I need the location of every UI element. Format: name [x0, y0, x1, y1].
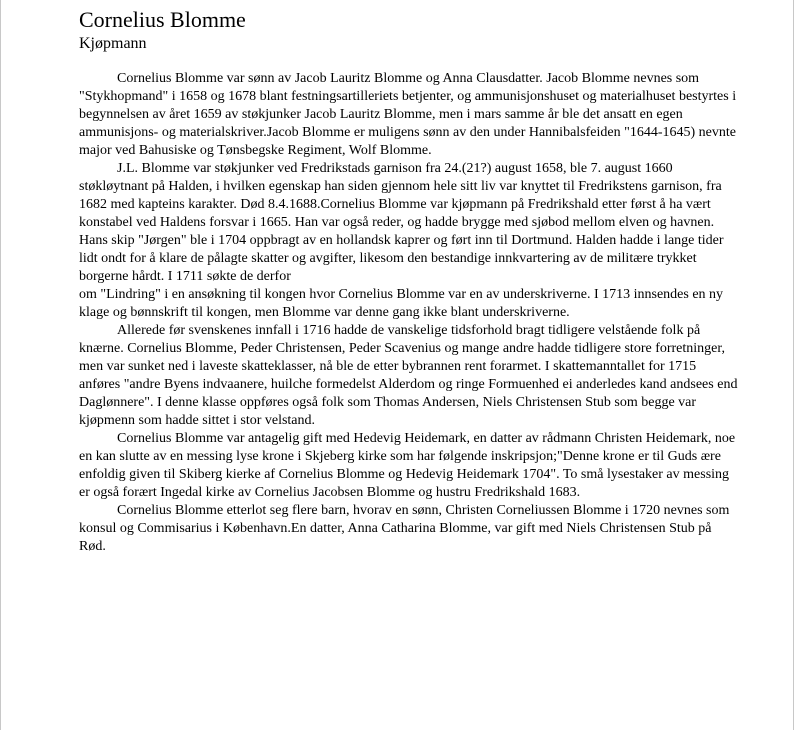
paragraph-1: Cornelius Blomme var sønn av Jacob Lauritz Blomme og Anna Clausdatter. Jacob Blomme nevnes som "Stykhopmand" i 1658 og 1678 blant festningsartilleriets betjenter, og ammunisjonshuset og materialhuset bestyrtes i begynnelsen av året 1659 av støkjunker Jacob Lauritz Blomme, men i mars samme år ble det ansatt en egen ammunisjons- og materialskriver.Jacob Blomme er muligens sønn av den under Hannibalsfeiden "1644-1645) nevnte major ved Bahusiske og Tønsbegske Regiment, Wolf Blomme.: [79, 71, 737, 158]
paragraph-5: Cornelius Blomme var antagelig gift med Hedevig Heidemark, en datter av rådmann Christen Heidemark, noe en kan slutte av en messing lyse krone i Skjeberg kirke som har følgende inskripsjon;"Denne krone er til Guds ære enfoldig given til Skiberg kierke af Cornelius Blomme og Hedevig Heidemark 1704". To små lysestaker av messing er også forært Ingedal kirke av Cornelius Jacobsen Blomme og hustru Fredrikshald 1683.: [79, 431, 736, 500]
paragraph-6: Cornelius Blomme etterlot seg flere barn, hvorav en sønn, Christen Corneliussen Blomme i 1720 nevnes som konsul og Commisarius i København.En datter, Anna Catharina Blomme, var gift med Niels Christensen Stub på Rød.: [79, 503, 730, 554]
document-body: [79, 70, 739, 556]
paragraph-3: om "Lindring" i en ansøkning til kongen hvor Cornelius Blomme var en av underskriverne. I 1713 innsendes en ny klage og bønnskrift til kongen, men Blomme var denne gang ikke blant underskriverne.: [79, 287, 724, 320]
document-subtitle: Kjøpmann: [79, 35, 147, 52]
document-title: Cornelius Blomme: [79, 7, 246, 32]
paragraph-2: J.L. Blomme var støkjunker ved Fredrikstads garnison fra 24.(21?) august 1658, ble 7. august 1660 støkløytnant på Halden, i hvilken egenskap han siden gjennom hele sitt liv var knyttet til Fredrikstens garnison, fra 1682 med kapteins karakter. Død 8.4.1688.Cornelius Blomme var kjøpmann på Fredrikshald etter først å ha vært konstabel ved Haldens forsvar i 1665. Han var også reder, og hadde brygge med sjøbod mellom elven og havnen. Hans skip "Jørgen" ble i 1704 oppbragt av en hollandsk kaprer og ført inn til Dortmund. Halden hadde i lange tider lidt ondt for å klare de pålagte skatter og avgifter, likesom den bestandige innkvartering av de militære trykket borgerne hårdt. I 1711 søkte de derfor: [79, 161, 724, 284]
paragraph-4: Allerede før svenskenes innfall i 1716 hadde de vanskelige tidsforhold bragt tidligere velstående folk på knærne. Cornelius Blomme, Peder Christensen, Peder Scavenius og mange andre hadde tidligere store forretninger, men var sunket ned i laveste skatteklasser, nå ble de etter bybrannen rent forarmet. I skattemanntallet for 1715 anføres "andre Byens indvaanere, huilche formedelst Alderdom og ringe Formuenhed ei anderledes kand andsees end Daglønnere". I denne klasse oppføres også folk som Thomas Andersen, Niels Christensen Stub som begge var kjøpmenn som hadde sittet i stor velstand.: [79, 323, 738, 428]
document-content: [79, 6, 739, 556]
